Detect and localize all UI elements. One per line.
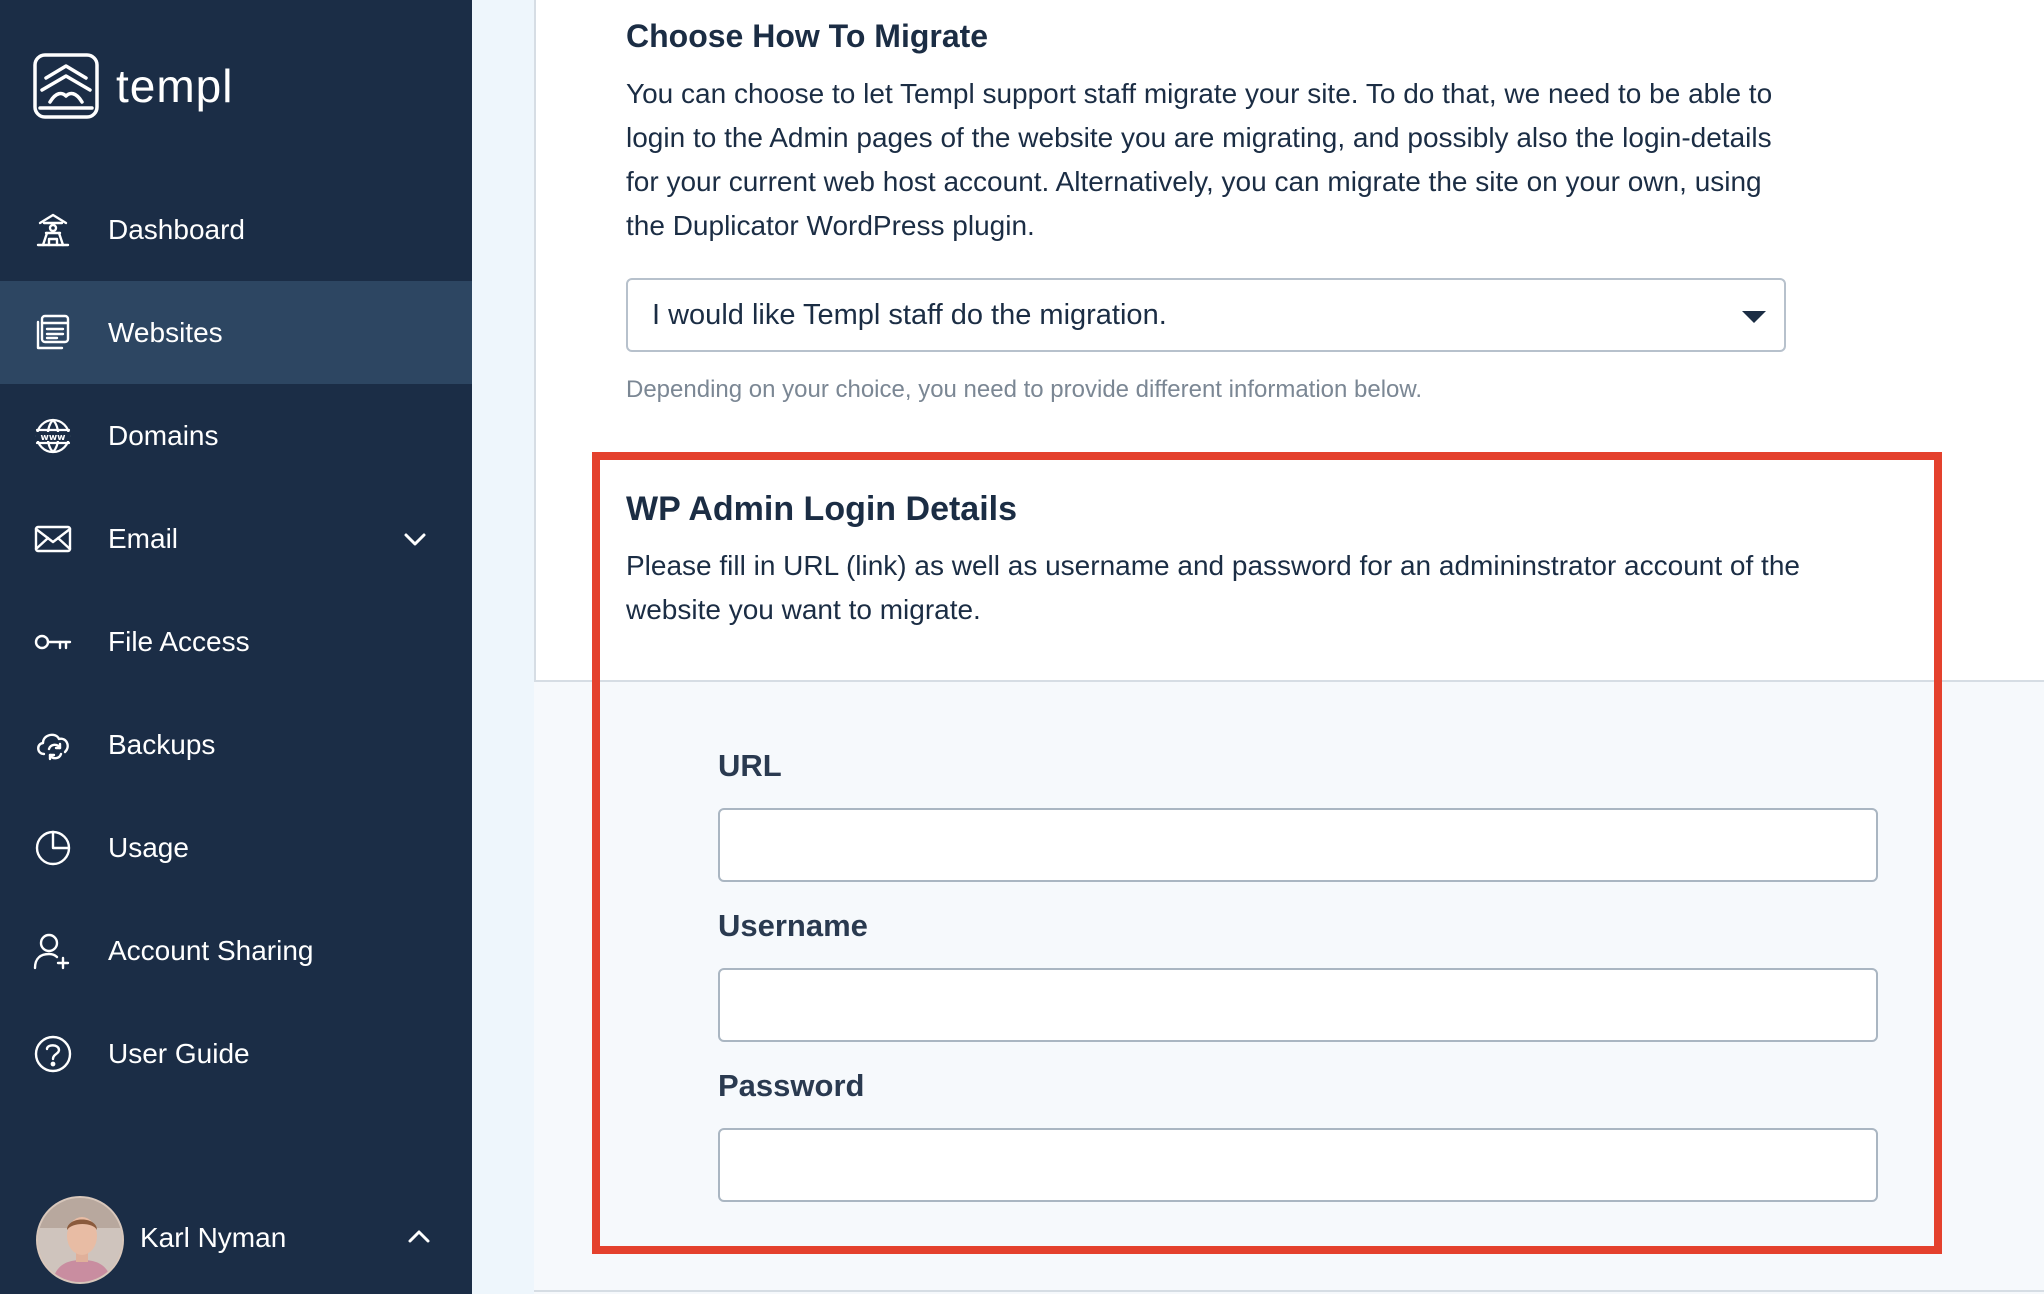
select-value: I would like Templ staff do the migration. [652,298,1167,331]
sidebar-item-account-sharing[interactable] [0,899,472,1002]
user-add-icon [32,930,74,972]
help-circle-icon [32,1033,74,1075]
sidebar-item-backups[interactable] [0,693,472,796]
pie-chart-icon [32,827,74,869]
sidebar [0,0,472,1294]
globe-www-icon [32,415,74,457]
sidebar-item-label: Backups [108,728,216,760]
wp-admin-title: WP Admin Login Details [626,490,1018,528]
logo-text: templ [116,60,234,112]
password-label: Password [718,1068,865,1103]
select-hint: Depending on your choice, you need to provide different information below. [626,376,1423,403]
url-input[interactable] [718,808,1878,882]
svg-text:www: www [40,432,66,443]
websites-icon [32,312,74,354]
url-label: URL [718,748,782,783]
user-menu[interactable] [0,1192,472,1294]
sidebar-item-label: Account Sharing [108,934,314,966]
sidebar-item-label: User Guide [108,1037,250,1069]
sidebar-item-label: File Access [108,625,250,657]
chevron-up-icon[interactable] [406,1224,432,1250]
sidebar-item-user-guide[interactable] [0,1002,472,1105]
sidebar-item-label: Email [108,522,179,554]
section-title: Choose How To Migrate [626,18,989,54]
sidebar-item-label: Usage [108,831,189,863]
envelope-icon [32,518,74,560]
avatar [36,1196,124,1284]
logo[interactable] [32,52,233,120]
sidebar-item-file-access[interactable] [0,590,472,693]
chevron-down-icon[interactable] [402,526,428,552]
section-description: You can choose to let Templ support staff migrate your site. To do that, we need to be able to login to the Admin pages of the website you are migrating, and possibly also the login-details for your current web host account. Alternatively, you can migrate the site on your own, using the Duplicator WordPress plugin. [626,78,1773,241]
password-input[interactable] [718,1128,1878,1202]
migration-method-select[interactable] [626,278,1786,352]
wp-admin-description: Please fill in URL (link) as well as username and password for an admininstrator account of the website you want to migrate. [626,550,1800,625]
sidebar-item-dashboard[interactable] [0,178,472,281]
cloud-sync-icon [32,724,74,766]
dropdown-arrow-icon [1742,311,1766,323]
divider [534,1290,2044,1292]
sidebar-item-email[interactable] [0,487,472,590]
sidebar-item-label: Websites [108,316,223,348]
dashboard-icon [32,209,74,251]
username-label: Username [718,908,868,943]
username-input[interactable] [718,968,1878,1042]
templ-logo-icon [32,52,100,120]
sidebar-item-domains[interactable] [0,384,472,487]
sidebar-item-usage[interactable] [0,796,472,899]
sidebar-item-websites[interactable] [0,281,472,384]
sidebar-item-label: Domains [108,419,219,451]
key-icon [32,621,74,663]
sidebar-nav [0,178,472,1105]
user-name: Karl Nyman [140,1222,287,1253]
sidebar-item-label: Dashboard [108,213,245,245]
